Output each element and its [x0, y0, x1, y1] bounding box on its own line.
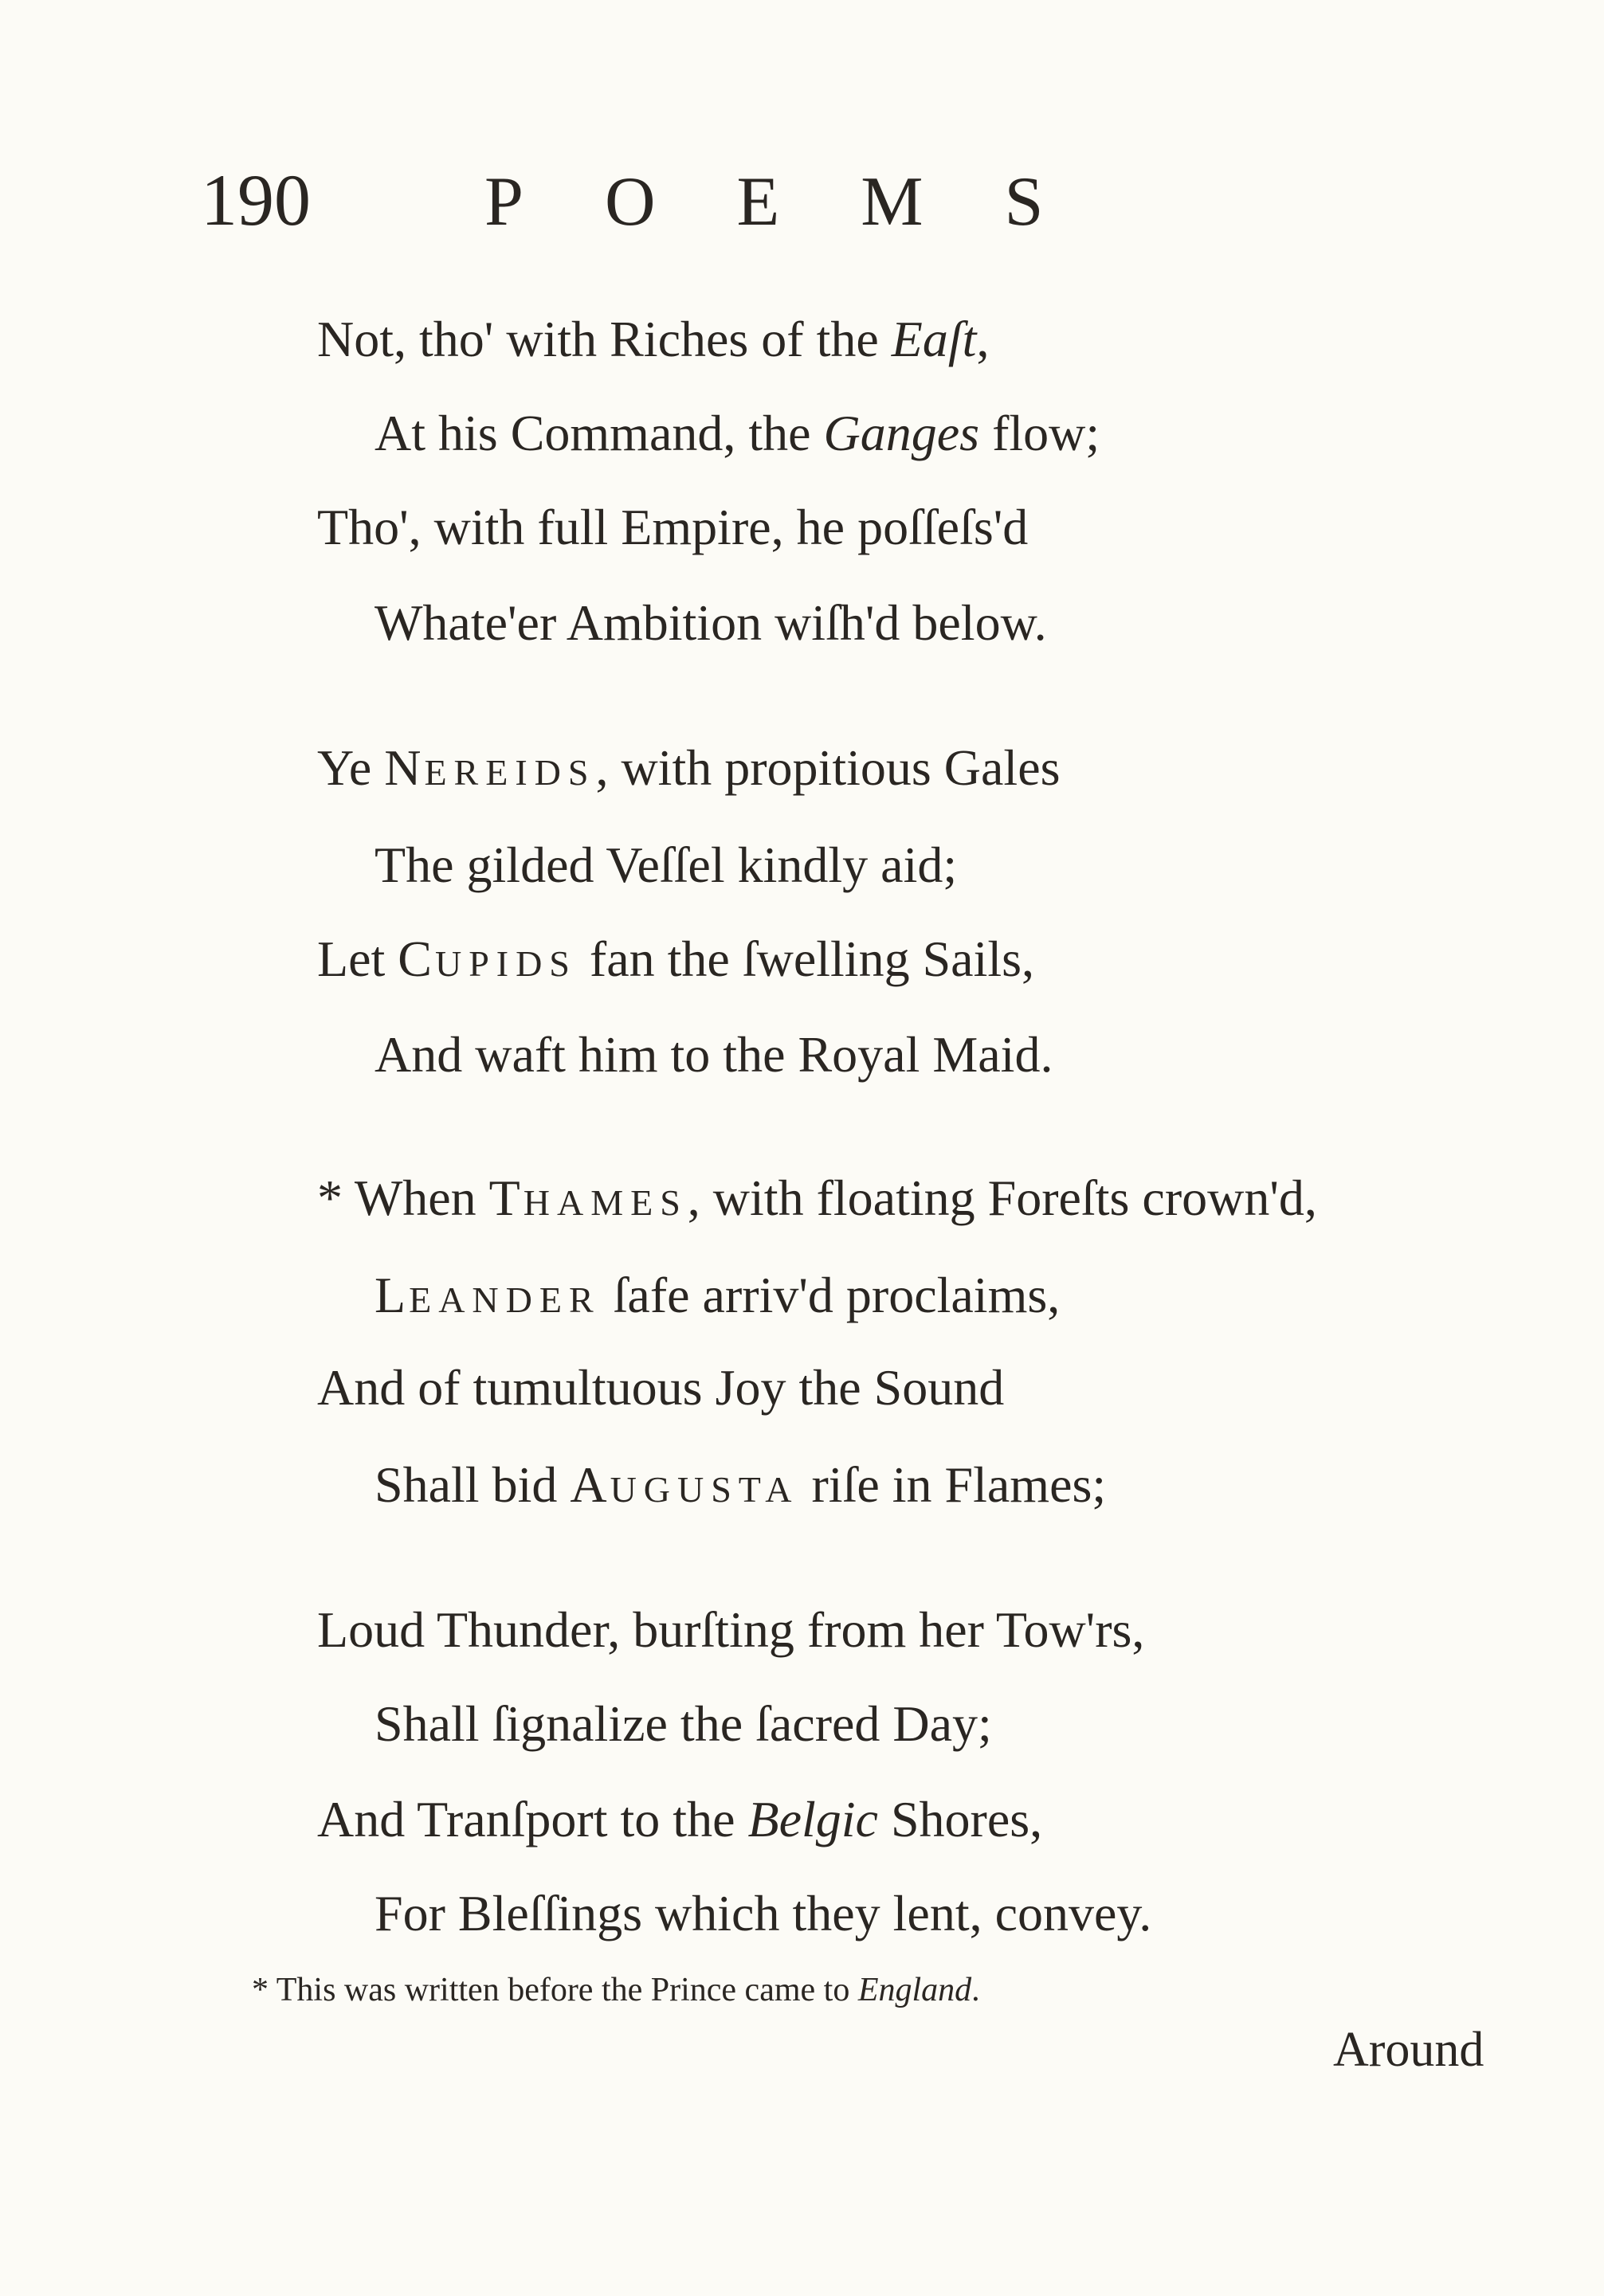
- running-title: POEMS: [484, 163, 1125, 241]
- verse-line: LEANDER ſafe arriv'd proclaims,: [375, 1267, 1061, 1323]
- footnote: * This was written before the Prince came to England.: [252, 1972, 980, 2008]
- page-number: 190: [201, 159, 311, 241]
- verse-line: Not, tho' with Riches of the Eaſt,: [317, 311, 990, 367]
- verse-line: And Tranſport to the Belgic Shores,: [317, 1791, 1043, 1847]
- verse-line: Shall bid AUGUSTA riſe in Flames;: [375, 1456, 1107, 1513]
- catchword: Around: [1333, 2023, 1484, 2077]
- footnote-marker: *: [252, 1972, 269, 2008]
- verse-line: Let CUPIDS fan the ſwelling Sails,: [317, 931, 1035, 987]
- verse-line: Whate'er Ambition wiſh'd below.: [375, 594, 1047, 651]
- verse-line: At his Command, the Ganges flow;: [375, 405, 1100, 461]
- verse-line: * When THAMES, with floating Foreſts crown'd,: [317, 1170, 1317, 1226]
- verse-line: Loud Thunder, burſting from her Tow'rs,: [317, 1601, 1145, 1658]
- verse-line: And waft him to the Royal Maid.: [375, 1026, 1053, 1083]
- verse-line: Shall ſignalize the ſacred Day;: [375, 1695, 992, 1752]
- verse-line: Tho', with full Empire, he poſſeſs'd: [317, 499, 1029, 555]
- verse-line: Ye NEREIDS, with propitious Gales: [317, 739, 1061, 796]
- verse-line: And of tumultuous Joy the Sound: [317, 1359, 1005, 1416]
- verse-line: The gilded Veſſel kindly aid;: [375, 837, 958, 893]
- verse-line: For Bleſſings which they lent, convey.: [375, 1885, 1152, 1941]
